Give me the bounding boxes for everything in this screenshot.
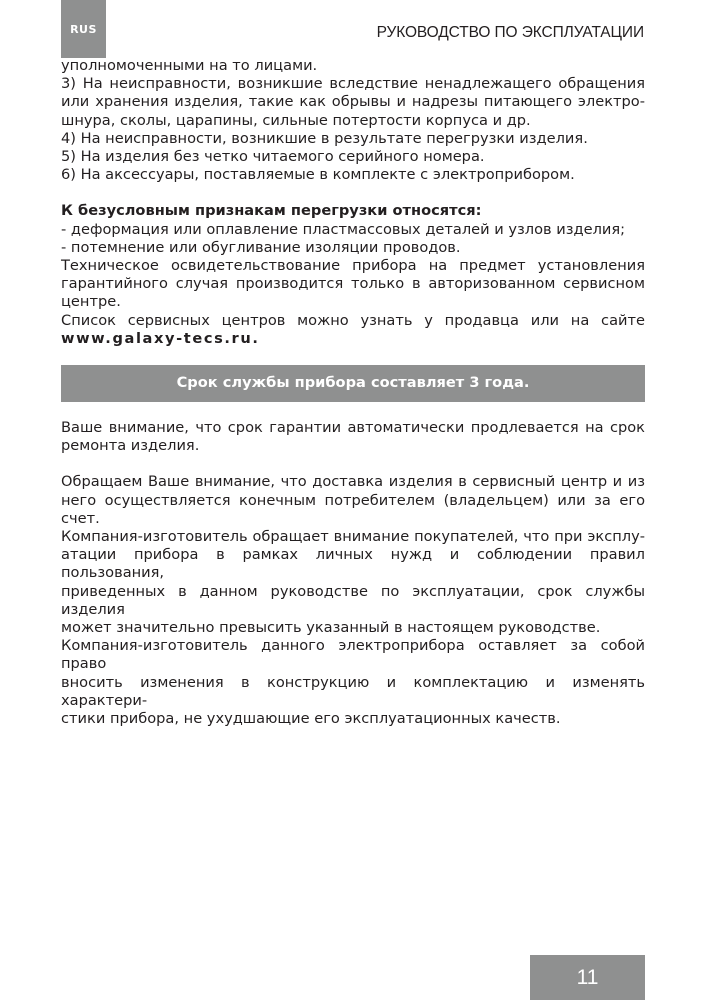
text-line: 3) На неисправности, возникшие вследствие ненадлежащего обращения [61,75,645,93]
text-line: уполномоченными на то лицами. [61,57,318,74]
language-tab: RUS [61,0,106,58]
delivery-and-changes-note [61,473,645,728]
text-line: Компания-изготовитель обращает внимание покупателей, что при эксплу- [61,528,645,546]
text-line: вносить изменения в конструкцию и комплектацию и изменять характери- [61,673,645,709]
text-line: него осуществляется конечным потребителем (владельцем) или за его счет. [61,491,645,527]
text-line: Ваше внимание, что срок гарантии автоматически продлевается на срок [61,419,645,437]
section-heading: К безусловным признакам перегрузки относятся: [61,202,482,220]
warranty-exclusions [61,57,645,184]
text-line: атации прибора в рамках личных нужд и соблюдении правил пользования, [61,546,645,582]
text-line: может значительно превысить указанный в настоящем руководстве. [61,619,601,637]
text-line: 4) На неисправности, возникшие в результате перегрузки изделия. [61,129,588,147]
text-line: приведенных в данном руководстве по эксплуатации, срок службы изделия [61,582,645,618]
text-line: Техническое освидетельствование прибора на предмет установления [61,257,645,275]
website-link[interactable]: www.galaxy-tecs.ru. [61,329,260,347]
text-line: - потемнение или обугливание изоляции проводов. [61,238,461,256]
text-line: стики прибора, не ухудшающие его эксплуатационных качеств. [61,710,561,728]
text-line: Список сервисных центров можно узнать у продавца или на сайте [61,311,645,329]
document-header-title: РУКОВОДСТВО ПО ЭКСПЛУАТАЦИИ [376,24,644,41]
text-line: Обращаем Ваше внимание, что доставка изделия в сервисный центр и из [61,473,645,491]
overload-signs [61,202,645,348]
warranty-extension-note [61,419,645,455]
text-line: 5) На изделия без четко читаемого серийного номера. [61,148,485,166]
page-content [61,57,645,728]
text-line: - деформация или оплавление пластмассовых деталей и узлов изделия; [61,220,626,238]
text-line: или хранения изделия, такие как обрывы и надрезы питающего электро- [61,93,645,111]
text-line: 6) На аксессуары, поставляемые в комплекте с электроприбором. [61,166,575,184]
text-line: центре. [61,293,121,311]
text-line: шнура, сколы, царапины, сильные потертости корпуса и др. [61,111,531,129]
text-line: ремонта изделия. [61,437,200,455]
text-line: гарантийного случая производится только в авторизованном сервисном [61,275,645,293]
service-life-banner: Срок службы прибора составляет 3 года. [61,365,645,402]
text-line: Компания-изготовитель данного электроприбора оставляет за собой право [61,637,645,673]
page-number: 11 [530,955,645,1000]
